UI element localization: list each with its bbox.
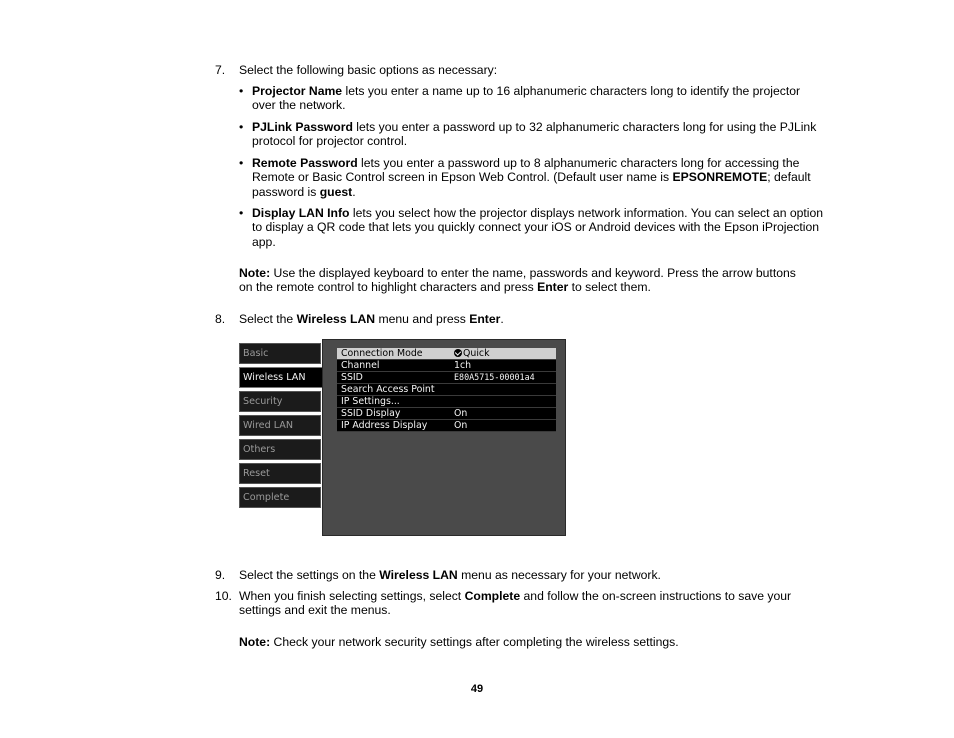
setting-connection-mode[interactable]	[337, 348, 556, 360]
setting-label: IP Address Display	[341, 420, 428, 431]
bullet-dot: •	[239, 206, 244, 220]
bullet-text: Projector Name lets you enter a name up to 16 alphanumeric characters long to identify the projector over the network.	[252, 84, 801, 113]
setting-ip-settings[interactable]	[337, 396, 556, 408]
setting-value: E80A5715-00001a4	[454, 372, 535, 382]
setting-value: On	[454, 420, 468, 431]
setting-value: On	[454, 408, 468, 419]
setting-value: 1ch	[454, 360, 472, 371]
setting-value: Quick	[454, 348, 490, 359]
menu-tab-wireless-lan[interactable]: Wireless LAN	[239, 367, 327, 388]
setting-label: Search Access Point	[341, 384, 435, 395]
bullet-dot: •	[239, 120, 244, 134]
setting-ip-address-display[interactable]	[337, 420, 556, 432]
bullet-term: Display LAN Info	[252, 206, 350, 220]
note-label: Note:	[239, 635, 271, 649]
menu-tab-reset[interactable]: Reset	[239, 463, 321, 484]
setting-label: SSID Display	[341, 408, 401, 419]
note-label: Note:	[239, 266, 271, 280]
bullet-text: Remote Password lets you enter a password up to 8 alphanumeric characters long for accessing the Remote or Basic Control screen in Epson Web Control. (Default user name is EPSONREMOTE; default password is guest.	[252, 156, 811, 199]
bullet-dot: •	[239, 156, 244, 170]
step-number: 8.	[215, 312, 226, 326]
menu-tab-security[interactable]: Security	[239, 391, 321, 412]
menu-tab-wired-lan[interactable]: Wired LAN	[239, 415, 321, 436]
setting-ssid[interactable]	[337, 372, 556, 384]
step-number: 9.	[215, 568, 226, 582]
step-text: Select the settings on the Wireless LAN menu as necessary for your network.	[239, 568, 661, 582]
bullet-text: PJLink Password lets you enter a password up to 32 alphanumeric characters long for using the PJLink protocol for projector control.	[252, 120, 817, 149]
step-text: Select the following basic options as necessary:	[239, 63, 498, 77]
step-number: 7.	[215, 63, 226, 77]
setting-channel[interactable]	[337, 360, 556, 372]
default-user-name: EPSONREMOTE	[672, 170, 768, 185]
wireless-lan-menu-screenshot	[239, 339, 566, 536]
check-icon	[454, 349, 462, 357]
bullet-term: PJLink Password	[252, 120, 353, 134]
step-number: 10.	[215, 589, 232, 603]
setting-ssid-display[interactable]	[337, 408, 556, 420]
page-number: 49	[470, 683, 484, 695]
settings-list	[337, 348, 556, 432]
default-password: guest	[319, 184, 353, 199]
menu-tab-basic[interactable]: Basic	[239, 343, 321, 364]
step-text: Select the Wireless LAN menu and press Enter.	[239, 312, 504, 326]
menu-tab-others[interactable]: Others	[239, 439, 321, 460]
bullet-text: Display LAN Info lets you select how the projector displays network information. You can select an option to display a QR code that lets you quickly connect your iOS or Android devices with the Epson iProjection app.	[252, 206, 824, 249]
menu-settings-panel	[322, 339, 566, 536]
menu-tab-complete[interactable]: Complete	[239, 487, 321, 508]
bullet-dot: •	[239, 84, 244, 98]
setting-label: Channel	[341, 360, 380, 371]
bullet-term: Projector Name	[252, 84, 343, 98]
setting-search-access-point[interactable]	[337, 384, 556, 396]
setting-label: SSID	[341, 372, 363, 383]
setting-label: IP Settings...	[341, 396, 400, 407]
note-keyboard: Note: Use the displayed keyboard to enter the name, passwords and keyword. Press the arrow buttons on the remote control to highlight characters and press Enter to select them.	[239, 266, 796, 295]
note-security: Note: Check your network security settings after completing the wireless settings.	[239, 635, 679, 649]
bullet-term: Remote Password	[252, 156, 358, 170]
step-text: When you finish selecting settings, select Complete and follow the on-screen instructions to save your settings and exit the menus.	[239, 589, 792, 618]
setting-label: Connection Mode	[341, 348, 423, 359]
